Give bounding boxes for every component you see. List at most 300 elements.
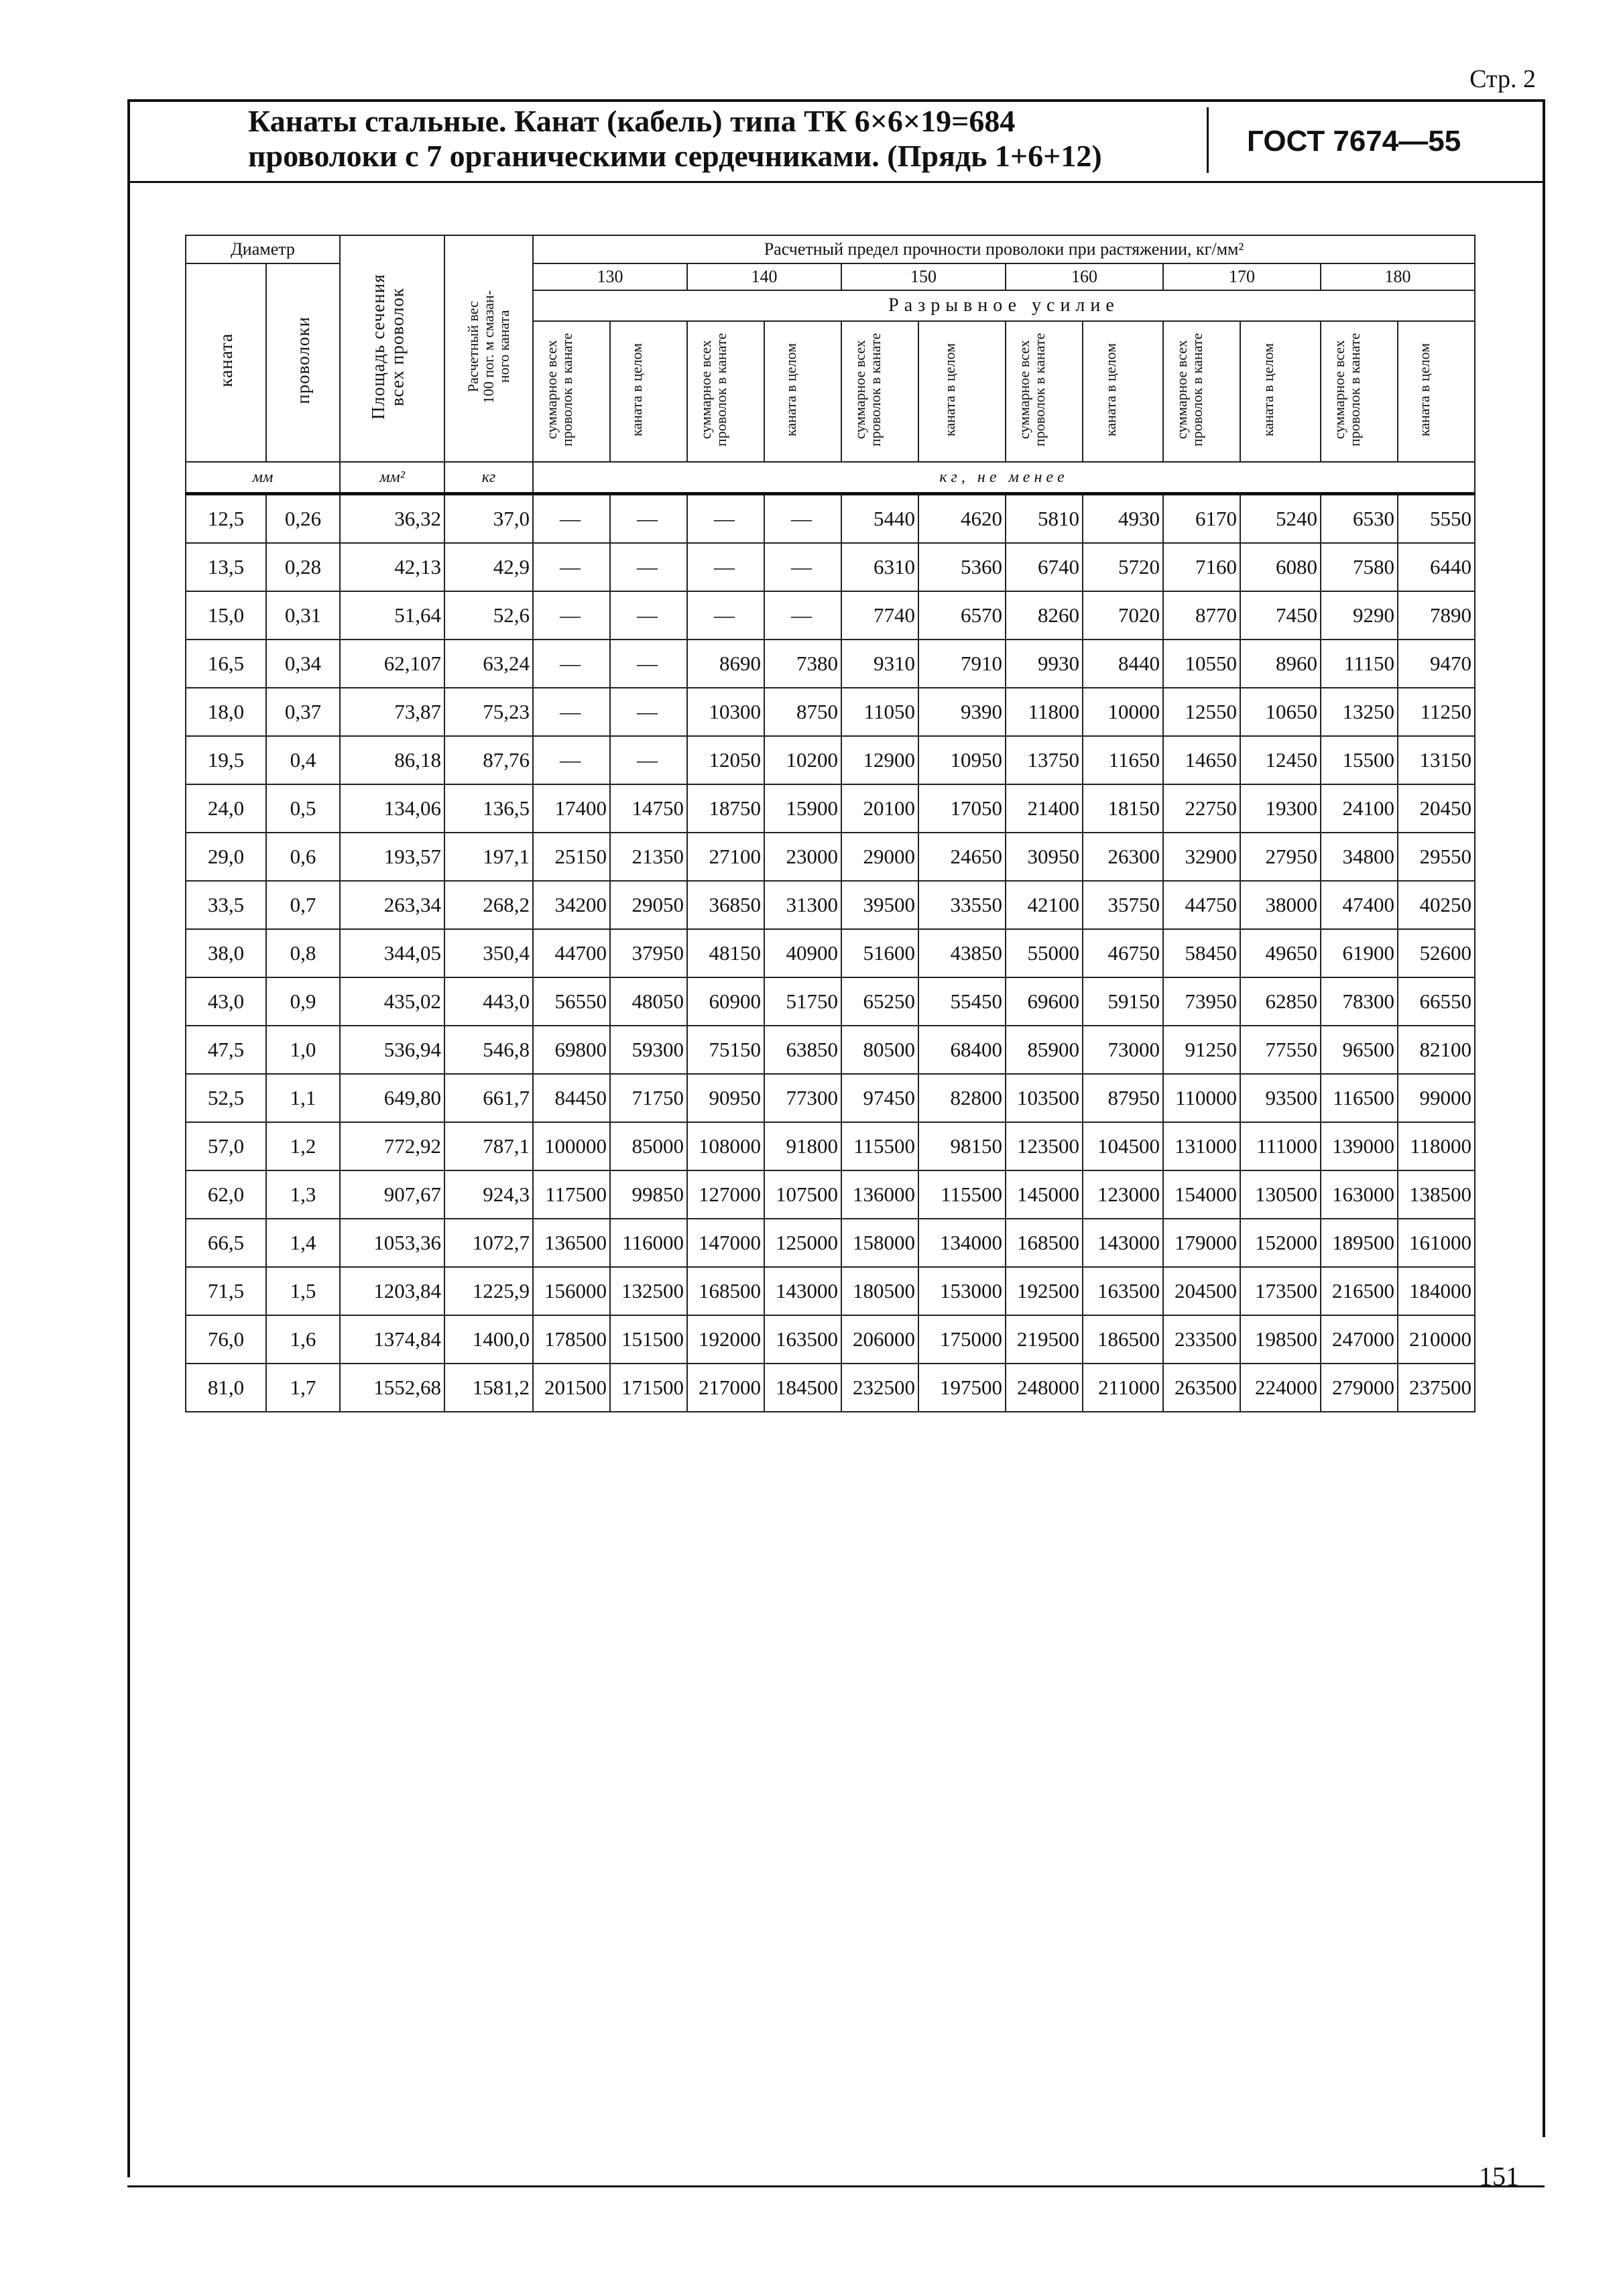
cell-area: 649,80 (340, 1074, 444, 1122)
cell-whole-170: 27950 (1240, 833, 1321, 881)
cell-rope-diameter: 57,0 (186, 1122, 266, 1170)
cell-sum-150: 80500 (841, 1026, 918, 1074)
cell-wire-diameter: 0,4 (266, 736, 340, 784)
cell-sum-170: 110000 (1163, 1074, 1240, 1122)
table-row (186, 543, 1475, 591)
cell-whole-170: 38000 (1240, 881, 1321, 929)
cell-sum-130: — (533, 494, 610, 544)
weight-header-line3: ного каната (495, 310, 513, 383)
cell-sum-170: 8770 (1163, 591, 1240, 640)
cell-rope-diameter: 76,0 (186, 1315, 266, 1364)
cell-sum-170: 73950 (1163, 977, 1240, 1026)
sub-sum-170 (1163, 321, 1240, 462)
cell-whole-130: 14750 (610, 784, 687, 833)
cell-sum-150: 39500 (841, 881, 918, 929)
cell-whole-180: 6440 (1398, 543, 1475, 591)
cell-whole-130: 151500 (610, 1315, 687, 1364)
cell-sum-160: 6740 (1006, 543, 1083, 591)
cell-rope-diameter: 24,0 (186, 784, 266, 833)
cell-whole-140: — (764, 494, 841, 544)
cell-whole-140: 8750 (764, 688, 841, 736)
cell-sum-180: 6530 (1321, 494, 1398, 544)
cell-sum-150: 7740 (841, 591, 918, 640)
table-body (186, 494, 1475, 1412)
cell-whole-130: — (610, 688, 687, 736)
cell-area: 263,34 (340, 881, 444, 929)
cell-whole-170: 19300 (1240, 784, 1321, 833)
cell-sum-140: 147000 (687, 1219, 764, 1267)
cell-area: 536,94 (340, 1026, 444, 1074)
cell-weight: 37,0 (444, 494, 533, 544)
cell-sum-170: 10550 (1163, 640, 1240, 688)
cell-wire-diameter: 1,4 (266, 1219, 340, 1267)
cell-area: 51,64 (340, 591, 444, 640)
cell-whole-160: 5720 (1083, 543, 1163, 591)
rope-diameter-header (186, 263, 266, 462)
sub-sum-label: суммарное всех проволок в канате (1015, 332, 1048, 446)
strength-150: 150 (841, 263, 1006, 290)
cell-weight: 661,7 (444, 1074, 533, 1122)
cell-sum-180: 216500 (1321, 1267, 1398, 1315)
cell-whole-140: 125000 (764, 1219, 841, 1267)
cell-rope-diameter: 43,0 (186, 977, 266, 1026)
sub-sum-160 (1006, 321, 1083, 462)
cell-area: 134,06 (340, 784, 444, 833)
cell-whole-180: 13150 (1398, 736, 1475, 784)
area-header (340, 235, 444, 462)
cell-sum-130: 69800 (533, 1026, 610, 1074)
cell-rope-diameter: 19,5 (186, 736, 266, 784)
cell-sum-160: 103500 (1006, 1074, 1083, 1122)
cell-sum-140: 108000 (687, 1122, 764, 1170)
cell-whole-150: 134000 (918, 1219, 1006, 1267)
cell-sum-160: 145000 (1006, 1170, 1083, 1219)
cell-sum-140: — (687, 591, 764, 640)
cell-area: 62,107 (340, 640, 444, 688)
table-row (186, 640, 1475, 688)
cell-weight: 87,76 (444, 736, 533, 784)
cell-area: 86,18 (340, 736, 444, 784)
cell-sum-150: 115500 (841, 1122, 918, 1170)
cell-whole-150: 7910 (918, 640, 1006, 688)
cell-rope-diameter: 16,5 (186, 640, 266, 688)
sub-sum-label: суммарное всех проволок в канате (697, 332, 729, 446)
cell-sum-170: 154000 (1163, 1170, 1240, 1219)
cell-wire-diameter: 0,31 (266, 591, 340, 640)
cell-whole-180: 99000 (1398, 1074, 1475, 1122)
cell-sum-130: 136500 (533, 1219, 610, 1267)
cell-whole-140: 23000 (764, 833, 841, 881)
cell-whole-150: 82800 (918, 1074, 1006, 1122)
cell-whole-130: 71750 (610, 1074, 687, 1122)
cell-whole-170: 173500 (1240, 1267, 1321, 1315)
cell-sum-140: 12050 (687, 736, 764, 784)
strength-140: 140 (687, 263, 841, 290)
cell-whole-160: 11650 (1083, 736, 1163, 784)
cell-whole-180: 66550 (1398, 977, 1475, 1026)
cell-sum-160: 219500 (1006, 1315, 1083, 1364)
cell-whole-150: 5360 (918, 543, 1006, 591)
cell-sum-150: 136000 (841, 1170, 918, 1219)
cell-sum-150: 51600 (841, 929, 918, 977)
strength-180: 180 (1321, 263, 1475, 290)
cell-whole-180: 237500 (1398, 1364, 1475, 1412)
cell-sum-170: 6170 (1163, 494, 1240, 544)
cell-whole-140: 7380 (764, 640, 841, 688)
cell-whole-130: 48050 (610, 977, 687, 1026)
cell-whole-140: 184500 (764, 1364, 841, 1412)
cell-sum-180: 11150 (1321, 640, 1398, 688)
cell-whole-170: 111000 (1240, 1122, 1321, 1170)
sub-sum-label: суммарное всех проволок в канате (542, 332, 575, 446)
unit-kg-min: кг, не менее (533, 462, 1475, 494)
cell-whole-160: 104500 (1083, 1122, 1163, 1170)
cell-sum-160: 13750 (1006, 736, 1083, 784)
cell-whole-130: — (610, 736, 687, 784)
cell-whole-150: 43850 (918, 929, 1006, 977)
cell-whole-150: 33550 (918, 881, 1006, 929)
cell-sum-130: 178500 (533, 1315, 610, 1364)
cell-whole-150: 24650 (918, 833, 1006, 881)
cell-sum-180: 279000 (1321, 1364, 1398, 1412)
cell-sum-170: 58450 (1163, 929, 1240, 977)
standard-code: ГОСТ 7674—55 (1247, 125, 1461, 158)
cell-sum-150: 9310 (841, 640, 918, 688)
weight-header-line1: Расчетный вес (465, 300, 482, 392)
table-row (186, 833, 1475, 881)
cell-whole-170: 130500 (1240, 1170, 1321, 1219)
cell-sum-150: 12900 (841, 736, 918, 784)
cell-whole-150: 10950 (918, 736, 1006, 784)
cell-whole-170: 62850 (1240, 977, 1321, 1026)
cell-whole-170: 6080 (1240, 543, 1321, 591)
cell-rope-diameter: 66,5 (186, 1219, 266, 1267)
cell-area: 36,32 (340, 494, 444, 544)
cell-sum-150: 29000 (841, 833, 918, 881)
cell-whole-180: 40250 (1398, 881, 1475, 929)
cell-area: 1203,84 (340, 1267, 444, 1315)
table-row (186, 784, 1475, 833)
cell-area: 1053,36 (340, 1219, 444, 1267)
cell-sum-130: 201500 (533, 1364, 610, 1412)
strength-130: 130 (533, 263, 687, 290)
table-row (186, 736, 1475, 784)
cell-whole-140: 143000 (764, 1267, 841, 1315)
sub-whole-160 (1083, 321, 1163, 462)
sub-whole-label: каната в целом (627, 342, 645, 436)
cell-wire-diameter: 1,5 (266, 1267, 340, 1315)
cell-weight: 136,5 (444, 784, 533, 833)
cell-whole-140: — (764, 543, 841, 591)
cell-whole-170: 77550 (1240, 1026, 1321, 1074)
page-number-bottom: 151 (1479, 2161, 1519, 2191)
cell-whole-170: 8960 (1240, 640, 1321, 688)
cell-whole-140: — (764, 591, 841, 640)
cell-whole-140: 77300 (764, 1074, 841, 1122)
cell-sum-140: 8690 (687, 640, 764, 688)
cell-whole-180: 7890 (1398, 591, 1475, 640)
cell-weight: 1072,7 (444, 1219, 533, 1267)
cell-sum-150: 97450 (841, 1074, 918, 1122)
document-title (248, 104, 1180, 174)
cell-whole-180: 9470 (1398, 640, 1475, 688)
cell-rope-diameter: 38,0 (186, 929, 266, 977)
cell-rope-diameter: 71,5 (186, 1267, 266, 1315)
cell-whole-170: 12450 (1240, 736, 1321, 784)
cell-area: 42,13 (340, 543, 444, 591)
cell-whole-130: 21350 (610, 833, 687, 881)
cell-rope-diameter: 13,5 (186, 543, 266, 591)
cell-sum-130: — (533, 688, 610, 736)
cell-whole-140: 10200 (764, 736, 841, 784)
cell-area: 435,02 (340, 977, 444, 1026)
cell-sum-160: 55000 (1006, 929, 1083, 977)
cell-sum-170: 32900 (1163, 833, 1240, 881)
cell-whole-160: 7020 (1083, 591, 1163, 640)
cell-whole-180: 118000 (1398, 1122, 1475, 1170)
table-row (186, 1315, 1475, 1364)
sub-whole-label: каната в целом (1260, 342, 1276, 436)
cell-whole-160: 26300 (1083, 833, 1163, 881)
table-row (186, 1267, 1475, 1315)
cell-sum-150: 158000 (841, 1219, 918, 1267)
cell-whole-160: 18150 (1083, 784, 1163, 833)
strength-170: 170 (1163, 263, 1321, 290)
cell-sum-140: 192000 (687, 1315, 764, 1364)
cell-wire-diameter: 0,7 (266, 881, 340, 929)
cell-sum-130: — (533, 591, 610, 640)
strength-header: Расчетный предел прочности проволоки при растяжении, кг/мм² (533, 235, 1475, 263)
cell-whole-180: 210000 (1398, 1315, 1475, 1364)
cell-whole-140: 15900 (764, 784, 841, 833)
cell-rope-diameter: 52,5 (186, 1074, 266, 1122)
cell-whole-130: 99850 (610, 1170, 687, 1219)
cell-sum-140: 48150 (687, 929, 764, 977)
sub-whole-130 (610, 321, 687, 462)
cell-whole-170: 198500 (1240, 1315, 1321, 1364)
cell-area: 1552,68 (340, 1364, 444, 1412)
sub-sum-label: суммарное всех проволок в канате (851, 332, 884, 446)
cell-whole-140: 40900 (764, 929, 841, 977)
cell-rope-diameter: 29,0 (186, 833, 266, 881)
cell-whole-130: 132500 (610, 1267, 687, 1315)
cell-sum-140: 27100 (687, 833, 764, 881)
cell-whole-130: 171500 (610, 1364, 687, 1412)
table-row (186, 929, 1475, 977)
cell-wire-diameter: 1,1 (266, 1074, 340, 1122)
cell-whole-150: 115500 (918, 1170, 1006, 1219)
cell-wire-diameter: 1,3 (266, 1170, 340, 1219)
cell-rope-diameter: 18,0 (186, 688, 266, 736)
rope-strength-table (185, 235, 1476, 1412)
cell-whole-160: 123000 (1083, 1170, 1163, 1219)
cell-whole-180: 184000 (1398, 1267, 1475, 1315)
cell-sum-140: 36850 (687, 881, 764, 929)
cell-whole-160: 87950 (1083, 1074, 1163, 1122)
cell-sum-160: 248000 (1006, 1364, 1083, 1412)
cell-whole-160: 4930 (1083, 494, 1163, 544)
document-title-line2: проволоки с 7 органическими сердечниками. (Прядь 1+6+12) (248, 139, 1102, 173)
cell-weight: 75,23 (444, 688, 533, 736)
cell-whole-130: — (610, 640, 687, 688)
frame-bottom-rule (127, 2185, 1545, 2187)
frame-top-rule (127, 99, 1545, 102)
cell-sum-160: 21400 (1006, 784, 1083, 833)
cell-wire-diameter: 0,5 (266, 784, 340, 833)
cell-sum-160: 168500 (1006, 1219, 1083, 1267)
cell-sum-160: 11800 (1006, 688, 1083, 736)
table-row (186, 977, 1475, 1026)
cell-whole-170: 224000 (1240, 1364, 1321, 1412)
cell-weight: 42,9 (444, 543, 533, 591)
cell-sum-140: 75150 (687, 1026, 764, 1074)
table-row (186, 1026, 1475, 1074)
cell-wire-diameter: 0,37 (266, 688, 340, 736)
cell-sum-170: 131000 (1163, 1122, 1240, 1170)
cell-sum-130: 25150 (533, 833, 610, 881)
cell-sum-180: 163000 (1321, 1170, 1398, 1219)
cell-whole-180: 5550 (1398, 494, 1475, 544)
diameter-header: Диаметр (186, 235, 340, 263)
cell-whole-150: 98150 (918, 1122, 1006, 1170)
cell-weight: 52,6 (444, 591, 533, 640)
cell-sum-130: 34200 (533, 881, 610, 929)
cell-weight: 63,24 (444, 640, 533, 688)
table-row (186, 1170, 1475, 1219)
cell-whole-170: 7450 (1240, 591, 1321, 640)
cell-rope-diameter: 47,5 (186, 1026, 266, 1074)
cell-area: 193,57 (340, 833, 444, 881)
cell-whole-150: 9390 (918, 688, 1006, 736)
cell-whole-150: 4620 (918, 494, 1006, 544)
cell-weight: 443,0 (444, 977, 533, 1026)
cell-sum-180: 13250 (1321, 688, 1398, 736)
cell-whole-180: 82100 (1398, 1026, 1475, 1074)
cell-sum-140: 90950 (687, 1074, 764, 1122)
cell-sum-140: 168500 (687, 1267, 764, 1315)
cell-area: 1374,84 (340, 1315, 444, 1364)
sub-sum-130 (533, 321, 610, 462)
cell-whole-130: 37950 (610, 929, 687, 977)
cell-whole-170: 152000 (1240, 1219, 1321, 1267)
cell-weight: 1400,0 (444, 1315, 533, 1364)
cell-sum-180: 47400 (1321, 881, 1398, 929)
cell-whole-180: 29550 (1398, 833, 1475, 881)
cell-sum-130: 56550 (533, 977, 610, 1026)
cell-whole-160: 46750 (1083, 929, 1163, 977)
cell-weight: 546,8 (444, 1026, 533, 1074)
table-row (186, 1219, 1475, 1267)
sub-sum-180 (1321, 321, 1398, 462)
sub-whole-label: каната в целом (1415, 342, 1433, 436)
cell-sum-170: 263500 (1163, 1364, 1240, 1412)
cell-sum-180: 24100 (1321, 784, 1398, 833)
page-number-top: Стр. 2 (1469, 65, 1536, 93)
header-divider (1207, 107, 1209, 173)
cell-sum-140: 217000 (687, 1364, 764, 1412)
cell-sum-160: 8260 (1006, 591, 1083, 640)
cell-sum-180: 78300 (1321, 977, 1398, 1026)
cell-weight: 1581,2 (444, 1364, 533, 1412)
cell-whole-140: 163500 (764, 1315, 841, 1364)
cell-sum-140: — (687, 494, 764, 544)
cell-weight: 197,1 (444, 833, 533, 881)
cell-whole-140: 51750 (764, 977, 841, 1026)
cell-whole-130: — (610, 591, 687, 640)
cell-sum-150: 232500 (841, 1364, 918, 1412)
sub-sum-label: суммарное всех проволок в канате (1173, 332, 1205, 446)
cell-wire-diameter: 0,28 (266, 543, 340, 591)
cell-rope-diameter: 33,5 (186, 881, 266, 929)
cell-whole-170: 5240 (1240, 494, 1321, 544)
cell-area: 772,92 (340, 1122, 444, 1170)
cell-sum-130: 117500 (533, 1170, 610, 1219)
cell-rope-diameter: 12,5 (186, 494, 266, 544)
cell-sum-140: 10300 (687, 688, 764, 736)
cell-sum-180: 15500 (1321, 736, 1398, 784)
cell-whole-160: 186500 (1083, 1315, 1163, 1364)
cell-whole-150: 6570 (918, 591, 1006, 640)
table-row (186, 591, 1475, 640)
cell-sum-180: 7580 (1321, 543, 1398, 591)
cell-sum-150: 206000 (841, 1315, 918, 1364)
cell-wire-diameter: 1,0 (266, 1026, 340, 1074)
cell-sum-140: 127000 (687, 1170, 764, 1219)
sub-whole-label: каната в целом (941, 342, 958, 436)
unit-kg: кг (444, 462, 533, 494)
cell-sum-170: 14650 (1163, 736, 1240, 784)
cell-sum-170: 7160 (1163, 543, 1240, 591)
cell-whole-170: 10650 (1240, 688, 1321, 736)
cell-whole-140: 91800 (764, 1122, 841, 1170)
cell-sum-130: — (533, 736, 610, 784)
cell-whole-150: 153000 (918, 1267, 1006, 1315)
cell-whole-160: 8440 (1083, 640, 1163, 688)
table-row (186, 494, 1475, 544)
cell-whole-160: 73000 (1083, 1026, 1163, 1074)
rope-diameter-label: каната (215, 333, 236, 387)
weight-header-line2: 100 пог. м смазан- (480, 289, 497, 404)
header-bottom-rule (127, 181, 1545, 183)
sub-sum-150 (841, 321, 918, 462)
cell-sum-170: 204500 (1163, 1267, 1240, 1315)
cell-area: 73,87 (340, 688, 444, 736)
sub-whole-label: каната в целом (1102, 342, 1119, 436)
cell-sum-170: 233500 (1163, 1315, 1240, 1364)
cell-sum-160: 123500 (1006, 1122, 1083, 1170)
cell-sum-180: 189500 (1321, 1219, 1398, 1267)
cell-sum-150: 5440 (841, 494, 918, 544)
table-row (186, 688, 1475, 736)
cell-whole-160: 211000 (1083, 1364, 1163, 1412)
sub-whole-label: каната в целом (782, 342, 799, 436)
cell-whole-180: 138500 (1398, 1170, 1475, 1219)
cell-area: 344,05 (340, 929, 444, 977)
cell-whole-150: 68400 (918, 1026, 1006, 1074)
cell-whole-150: 197500 (918, 1364, 1006, 1412)
cell-rope-diameter: 81,0 (186, 1364, 266, 1412)
cell-sum-140: 60900 (687, 977, 764, 1026)
strength-160: 160 (1006, 263, 1163, 290)
wire-diameter-label: проволоки (292, 316, 313, 404)
sub-sum-140 (687, 321, 764, 462)
sub-sum-label: суммарное всех проволок в канате (1330, 332, 1363, 446)
weight-header-label (465, 246, 512, 447)
cell-whole-160: 163500 (1083, 1267, 1163, 1315)
cell-sum-130: 84450 (533, 1074, 610, 1122)
cell-wire-diameter: 1,6 (266, 1315, 340, 1364)
cell-whole-130: 116000 (610, 1219, 687, 1267)
